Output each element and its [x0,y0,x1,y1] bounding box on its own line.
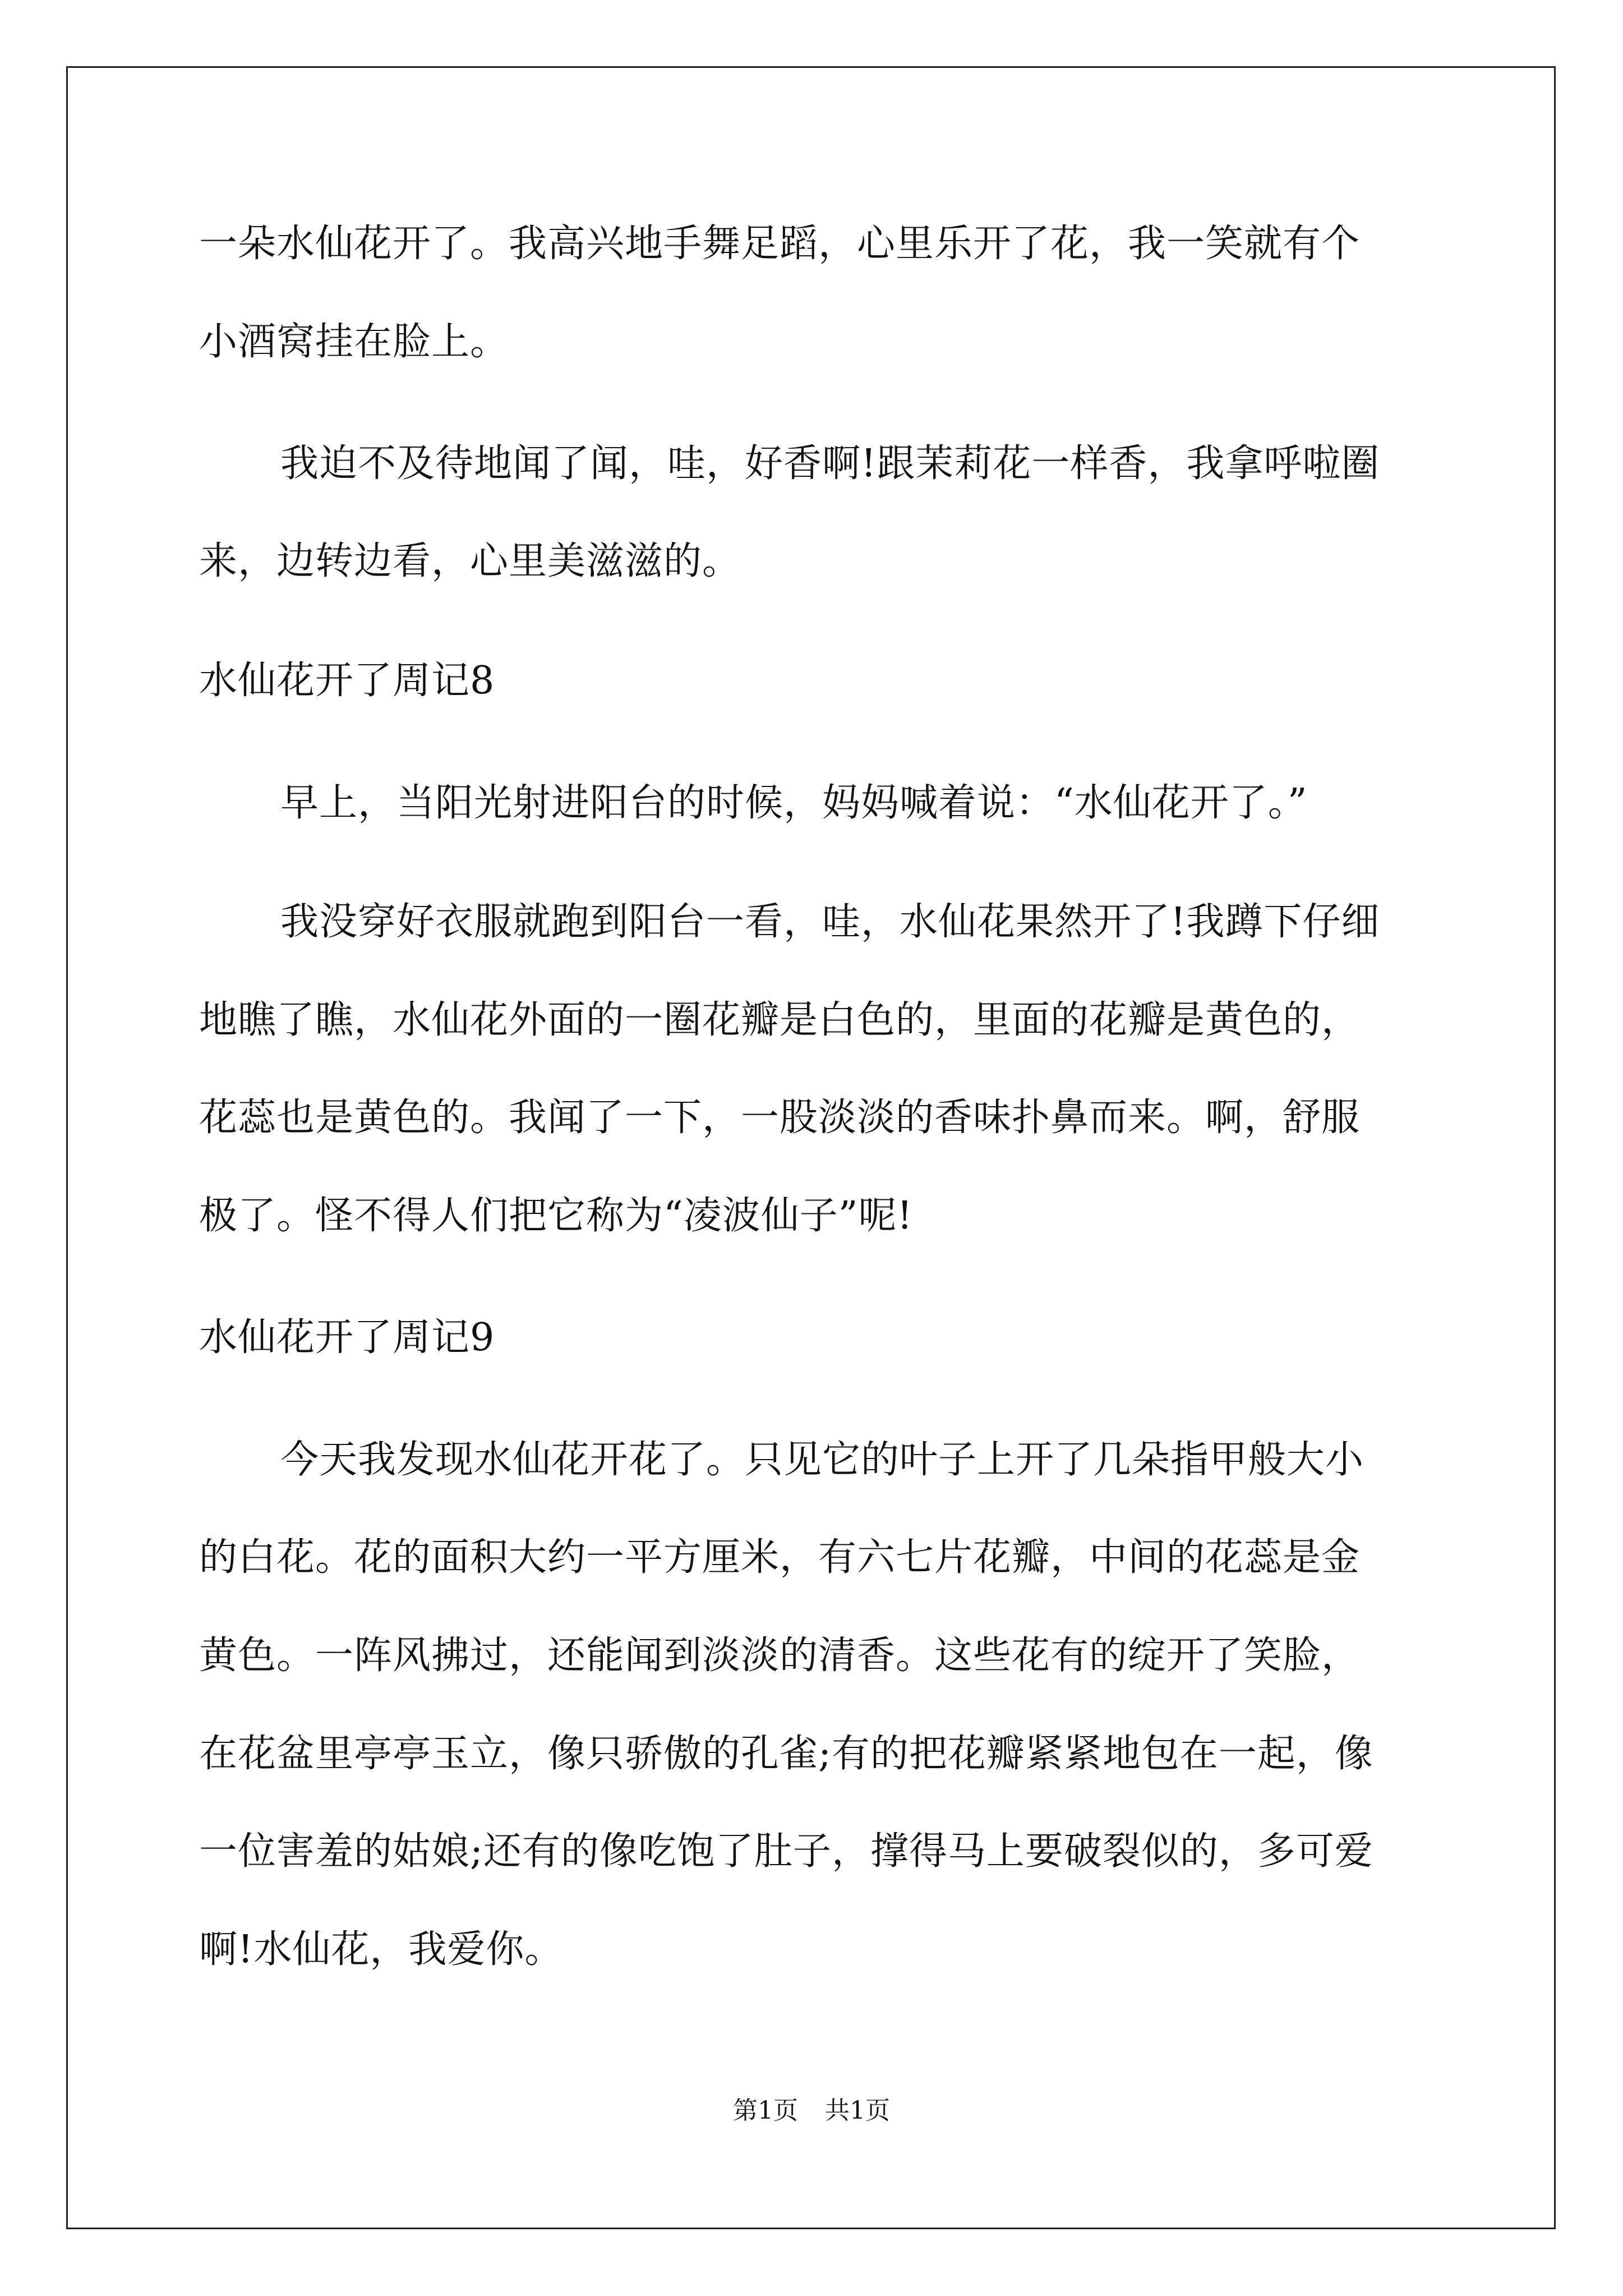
page-number: 第1页 [733,2096,798,2125]
paragraph-line: 一朵水仙花开了。我高兴地手舞足蹈，心里乐开了花，我一笑就有个 [199,222,1361,266]
section-heading: 水仙花开了周记9 [199,1315,495,1360]
paragraph-line: 早上，当阳光射进阳台的时候，妈妈喊着说：“水仙花开了。” [280,781,1308,825]
paragraph-line: 今天我发现水仙花开花了。只见它的叶子上开了几朵指甲般大小 [280,1438,1364,1482]
section-heading: 水仙花开了周记8 [199,659,495,703]
paragraph-line: 我迫不及待地闻了闻，哇，好香啊!跟茉莉花一样香，我拿呼啦圈 [280,441,1380,486]
paragraph-line: 地瞧了瞧，水仙花外面的一圈花瓣是白色的，里面的花瓣是黄色的， [199,998,1361,1042]
page-footer [0,2097,1623,2125]
paragraph-line: 在花盆里亭亭玉立，像只骄傲的孔雀;有的把花瓣紧紧地包在一起，像 [199,1732,1373,1776]
paragraph-line: 极了。怪不得人们把它称为“凌波仙子”呢! [199,1194,913,1238]
paragraph-line: 我没穿好衣服就跑到阳台一看，哇，水仙花果然开了!我蹲下仔细 [280,900,1380,944]
page-border [66,66,1556,2229]
page-total: 共1页 [825,2096,890,2125]
paragraph-line: 小酒窝挂在脸上。 [199,320,509,364]
paragraph-line: 黄色。一阵风拂过，还能闻到淡淡的清香。这些花有的绽开了笑脸， [199,1634,1361,1678]
paragraph-line: 啊!水仙花，我爱你。 [199,1927,564,1972]
paragraph-line: 花蕊也是黄色的。我闻了一下，一股淡淡的香味扑鼻而来。啊，舒服 [199,1096,1361,1140]
paragraph-line: 的白花。花的面积大约一平方厘米，有六七片花瓣，中间的花蕊是金 [199,1535,1361,1580]
paragraph-line: 一位害羞的姑娘;还有的像吃饱了肚子，撑得马上要破裂似的，多可爱 [199,1829,1373,1874]
paragraph-line: 来，边转边看，心里美滋滋的。 [199,539,741,583]
